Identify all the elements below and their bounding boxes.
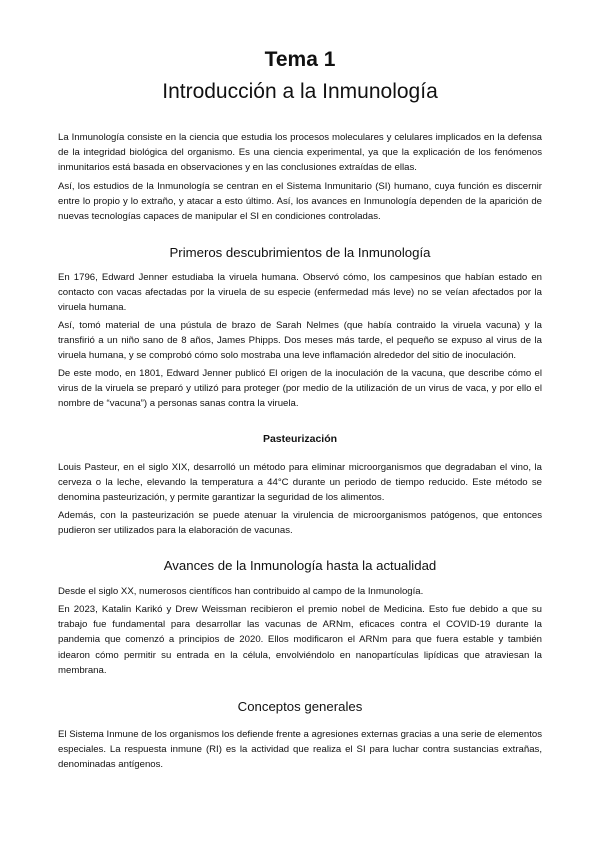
intro-paragraph-1: La Inmunología consiste en la ciencia que estudia los procesos moleculares y celulares implicados en la defensa de la integridad biológica del organismo. Es una ciencia experimental, ya que la explicación de los fenómenos inmunitarios está basada en observaciones y en las conclusiones extraídas de ellas. [58,132,542,174]
section-heading-discoveries: Primeros descubrimientos de la Inmunología [169,245,431,260]
concepts-paragraph-1: El Sistema Inmune de los organismos los defiende frente a agresiones externas gracias a una serie de elementos especiales. La respuesta inmune (RI) es la actividad que realiza el SI para luchar contra sustancias extrañas, denominadas antígenos. [58,729,542,771]
section-heading-concepts: Conceptos generales [237,699,363,714]
subsection-heading-pasteurization: Pasteurización [262,433,338,445]
discoveries-paragraph-1: En 1796, Edward Jenner estudiaba la viruela humana. Observó cómo, los campesinos que habían estado en contacto con vacas afectadas por la viruela de su especie (enfermedad más leve) no se veían afectados por la viruela humana. [58,272,542,314]
advances-paragraph-1: Desde el siglo XX, numerosos científicos han contribuido al campo de la Inmunología. [58,586,424,597]
section-heading-advances: Avances de la Inmunología hasta la actualidad [163,558,437,573]
pasteurization-paragraph-2: Además, con la pasteurización se puede atenuar la virulencia de microorganismos patógenos, que entonces pudieron ser utilizados para la elaboración de vacunas. [58,510,542,537]
page-subtitle: Introducción a la Inmunología [162,80,438,103]
discoveries-paragraph-2: Así, tomó material de una pústula de brazo de Sarah Nelmes (que había contraido la viruela vacuna) y la transfirió a un niño sano de 8 años, James Phipps. Dos meses más tarde, el pequeño se expuso al virus de la viruela humana, y se comprobó cómo solo mostraba una leve inflamación alrededor del sitio de inoculación. [58,320,542,362]
pasteurization-paragraph-1: Louis Pasteur, en el siglo XIX, desarrolló un método para eliminar microorganismos que degradaban el vino, la cerveza o la leche, elevando la temperatura a 44°C durante un periodo de tiempo reducido. Este método se denomina pasteurización, y permite garantizar la seguridad de los alimentos. [58,462,542,504]
page-title: Tema 1 [264,48,336,71]
advances-paragraph-2: En 2023, Katalin Karikó y Drew Weissman recibieron el premio nobel de Medicina. Esto fue debido a que su trabajo fue fundamental para desarrollar las vacunas de ARNm, eficaces contra el COVID-19 durante la pandemia que comenzó a principios de 2020. Ellos modificaron el ARNm para que fuera estable y también idearon cómo permitir su entrada en la célula, envolviéndolo en nanopartículas lipídicas que atraviesan la membrana. [58,604,542,676]
intro-paragraph-2: Así, los estudios de la Inmunología se centran en el Sistema Inmunitario (SI) humano, cuya función es discernir entre lo propio y lo extraño, y atacar a esto último. Así, los avances en Inmunología dependen de la aparición de nuevas tecnologías capaces de manipular el SI en condiciones controladas. [58,181,542,223]
discoveries-paragraph-3: De este modo, en 1801, Edward Jenner publicó El origen de la inoculación de la vacuna, que describe cómo el virus de la viruela se preparó y utilizó para proteger (por medio de la utilización de un virus de vaca, y por ello el nombre de “vacuna”) a personas sanas contra la viruela. [58,368,542,410]
